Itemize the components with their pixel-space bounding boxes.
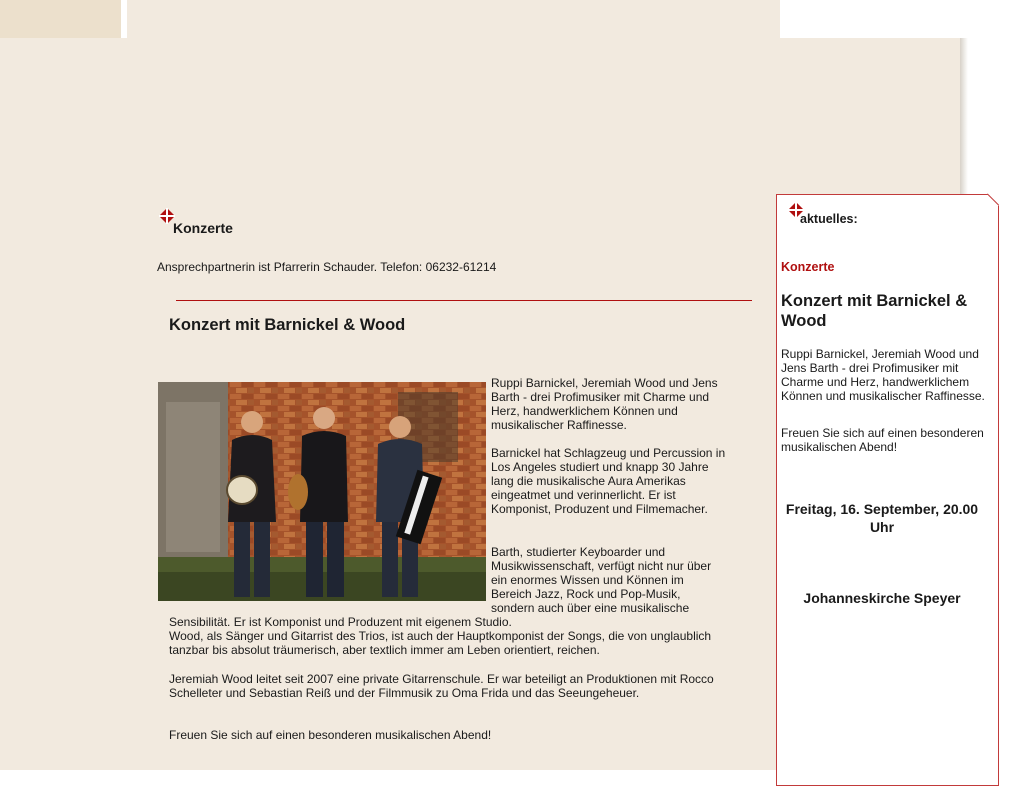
article-paragraph: Wood, als Sänger und Gitarrist des Trios, ist auch der Hauptkomponist der Songs, die von unglaublich tanzbar bis absolut träumerisch, aber textlich immer am Leben orientiert, reichen.	[169, 629, 712, 658]
band-photo	[158, 382, 486, 601]
sidebar-heading: aktuelles:	[800, 212, 858, 226]
sidebar-event-title[interactable]: Konzert mit Barnickel & Wood	[781, 292, 968, 330]
section-title: Konzerte	[173, 220, 233, 236]
sidebar-category-link[interactable]: Konzerte	[781, 260, 835, 274]
sidebar-event-date: Freitag, 16. September, 20.00 Uhr	[785, 501, 979, 535]
article-paragraph: Ruppi Barnickel, Jeremiah Wood und Jens Barth - drei Profimusiker mit Charme und Herz, handwerklichem Können und musikalischer Raffinesse.	[491, 376, 718, 433]
article-paragraph: Barth, studierter Keyboarder und Musikwissenschaft, verfügt nicht nur über ein enormes Wissen und Können im Bereich Jazz, Rock und Pop-Musik, sondern auch über eine musikalische	[491, 545, 712, 616]
article-paragraph: Sensibilität. Er ist Komponist und Produzent mit eigenem Studio.	[169, 615, 512, 629]
top-header-strip	[127, 0, 780, 38]
news-sidebar	[776, 194, 999, 786]
article-title[interactable]: Konzert mit Barnickel & Wood	[169, 316, 406, 334]
contact-info: Ansprechpartnerin ist Pfarrerin Schauder. Telefon: 06232-61214	[157, 260, 497, 274]
article-paragraph: Jeremiah Wood leitet seit 2007 eine private Gitarrenschule. Er war beteiligt an Produktionen mit Rocco Schelleter und Sebastian Reiß und der Filmmusik zu Oma Frida und das Seeungeheuer.	[169, 672, 714, 701]
top-left-tab	[0, 0, 121, 38]
article-paragraph: Barnickel hat Schlagzeug und Percussion in Los Angeles studiert und knapp 30 Jahre lang die musikalische Aura Amerikas eingeatmet und verinnerlicht. Er ist Komponist, Produzent und Filmemacher.	[491, 446, 726, 517]
sidebar-event-text: Ruppi Barnickel, Jeremiah Wood und Jens Barth - drei Profimusiker mit Charme und Herz, handwerklichem Können und musikalischer Raffinesse.	[781, 347, 985, 404]
sidebar-event-invite: Freuen Sie sich auf einen besonderen musikalischen Abend!	[781, 426, 984, 455]
sidebar-event-location: Johanneskirche Speyer	[803, 590, 961, 606]
article-closing: Freuen Sie sich auf einen besonderen musikalischen Abend!	[169, 728, 492, 742]
section-divider	[176, 300, 752, 301]
